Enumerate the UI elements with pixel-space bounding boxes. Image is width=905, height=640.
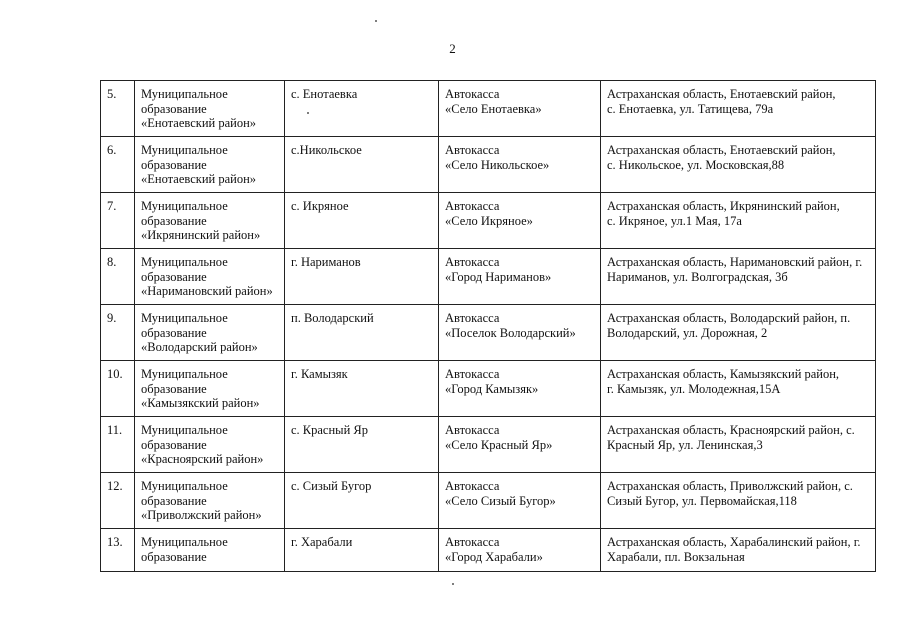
locality-cell: с. Икряное [285, 193, 439, 249]
municipality-line: образование [141, 549, 207, 564]
address-line: Сизый Бугор, ул. Первомайская,118 [607, 493, 797, 508]
address-line: Астраханская область, Камызякский район, [607, 367, 840, 381]
municipality-line: Муниципальное [141, 255, 228, 269]
ticket-office-line: «Село Икряное» [445, 213, 533, 228]
address-cell [601, 529, 876, 572]
address-cell [601, 417, 876, 473]
address-cell [601, 305, 876, 361]
municipality-line: «Енотаевский район» [141, 116, 257, 130]
address-cell [601, 137, 876, 193]
ticket-office-line: «Город Камызяк» [445, 381, 539, 396]
municipality-line: образование [141, 213, 207, 228]
address-cell [601, 473, 876, 529]
address-line: Астраханская область, Енотаевский район, [607, 143, 836, 157]
ticket-office-line: «Село Енотаевка» [445, 101, 542, 116]
ticket-office-line: Автокасса [445, 479, 500, 493]
ticket-office-cell [439, 361, 601, 417]
address-line: Астраханская область, Приволжский район, с. [607, 479, 853, 493]
address-line: Астраханская область, Наримановский район, г. [607, 255, 863, 269]
row-number-cell: 11. [101, 417, 135, 473]
ticket-office-cell [439, 417, 601, 473]
address-line: Астраханская область, Красноярский район, с. [607, 423, 855, 437]
municipality-line: Муниципальное [141, 199, 228, 213]
municipality-line: образование [141, 325, 207, 340]
ticket-office-line: Автокасса [445, 367, 500, 381]
address-line: с. Енотаевка, ул. Татищева, 79а [607, 101, 774, 116]
municipality-line: «Приволжский район» [141, 508, 262, 522]
municipality-cell [135, 81, 285, 137]
table-row [101, 417, 876, 473]
municipality-line: «Икрянинский район» [141, 228, 261, 242]
ticket-office-line: Автокасса [445, 311, 500, 325]
table-row [101, 193, 876, 249]
address-line: с. Никольское, ул. Московская,88 [607, 157, 785, 172]
address-line: Астраханская область, Володарский район, п. [607, 311, 851, 325]
municipality-line: «Камызякский район» [141, 396, 260, 410]
municipality-line: «Енотаевский район» [141, 172, 257, 186]
ticket-office-cell [439, 137, 601, 193]
municipality-cell [135, 137, 285, 193]
municipality-line: Муниципальное [141, 311, 228, 325]
ticket-office-line: Автокасса [445, 199, 500, 213]
municipality-line: «Наримановский район» [141, 284, 273, 298]
address-line: Красный Яр, ул. Ленинская,3 [607, 437, 763, 452]
ticket-office-line: «Город Нариманов» [445, 269, 552, 284]
address-line: Астраханская область, Икрянинский район, [607, 199, 840, 213]
row-number-cell: 9. [101, 305, 135, 361]
ticket-office-line: «Село Никольское» [445, 157, 550, 172]
address-line: Нариманов, ул. Волгоградская, 3б [607, 269, 788, 284]
municipality-line: Муниципальное [141, 367, 228, 381]
ticket-office-cell [439, 473, 601, 529]
scan-speck [452, 583, 454, 585]
municipality-cell [135, 473, 285, 529]
address-line: Астраханская область, Енотаевский район, [607, 87, 836, 101]
address-line: г. Камызяк, ул. Молодежная,15А [607, 381, 781, 396]
table-row [101, 305, 876, 361]
row-number-cell: 8. [101, 249, 135, 305]
locality-cell: с.Никольское [285, 137, 439, 193]
municipality-line: Муниципальное [141, 479, 228, 493]
ticket-office-cell [439, 249, 601, 305]
municipality-line: Муниципальное [141, 423, 228, 437]
municipality-cell [135, 529, 285, 572]
ticket-office-line: «Поселок Володарский» [445, 325, 576, 340]
locality-cell: г. Нариманов [285, 249, 439, 305]
municipality-line: образование [141, 381, 207, 396]
address-line: Астраханская область, Харабалинский район, г. [607, 535, 861, 549]
address-line: Володарский, ул. Дорожная, 2 [607, 325, 768, 340]
address-line: с. Икряное, ул.1 Мая, 17а [607, 213, 742, 228]
ticket-office-line: «Город Харабали» [445, 549, 543, 564]
municipality-line: Муниципальное [141, 87, 228, 101]
municipality-line: образование [141, 493, 207, 508]
municipality-line: Муниципальное [141, 535, 228, 549]
table-row [101, 249, 876, 305]
scan-speck [307, 112, 309, 114]
row-number-cell: 12. [101, 473, 135, 529]
ticket-office-line: Автокасса [445, 87, 500, 101]
address-cell [601, 361, 876, 417]
row-number-cell: 5. [101, 81, 135, 137]
table-row [101, 361, 876, 417]
bus-ticket-office-table [100, 80, 876, 572]
municipality-line: «Володарский район» [141, 340, 258, 354]
locality-cell: с. Красный Яр [285, 417, 439, 473]
table-row [101, 529, 876, 572]
municipality-cell [135, 417, 285, 473]
address-cell [601, 81, 876, 137]
locality-cell: п. Володарский [285, 305, 439, 361]
address-line: Харабали, пл. Вокзальная [607, 549, 745, 564]
ticket-office-line: «Село Сизый Бугор» [445, 493, 556, 508]
municipality-cell [135, 249, 285, 305]
ticket-office-cell [439, 305, 601, 361]
ticket-office-line: Автокасса [445, 535, 500, 549]
municipality-line: «Красноярский район» [141, 452, 264, 466]
table-row [101, 137, 876, 193]
municipality-cell [135, 305, 285, 361]
ticket-office-line: Автокасса [445, 423, 500, 437]
ticket-office-cell [439, 81, 601, 137]
municipality-line: образование [141, 437, 207, 452]
table-row [101, 81, 876, 137]
table-row [101, 473, 876, 529]
municipality-line: Муниципальное [141, 143, 228, 157]
row-number-cell: 13. [101, 529, 135, 572]
page-number: 2 [449, 41, 456, 56]
ticket-office-cell [439, 193, 601, 249]
locality-cell: с. Енотаевка [285, 81, 439, 137]
ticket-office-line: Автокасса [445, 255, 500, 269]
municipality-cell [135, 193, 285, 249]
address-cell [601, 249, 876, 305]
locality-cell: с. Сизый Бугор [285, 473, 439, 529]
ticket-office-line: «Село Красный Яр» [445, 437, 553, 452]
row-number-cell: 6. [101, 137, 135, 193]
locality-cell: г. Харабали [285, 529, 439, 572]
municipality-line: образование [141, 269, 207, 284]
municipality-cell [135, 361, 285, 417]
row-number-cell: 7. [101, 193, 135, 249]
address-cell [601, 193, 876, 249]
municipality-line: образование [141, 101, 207, 116]
ticket-office-line: Автокасса [445, 143, 500, 157]
ticket-office-cell [439, 529, 601, 572]
scan-speck [375, 20, 377, 22]
municipality-line: образование [141, 157, 207, 172]
locality-cell: г. Камызяк [285, 361, 439, 417]
row-number-cell: 10. [101, 361, 135, 417]
